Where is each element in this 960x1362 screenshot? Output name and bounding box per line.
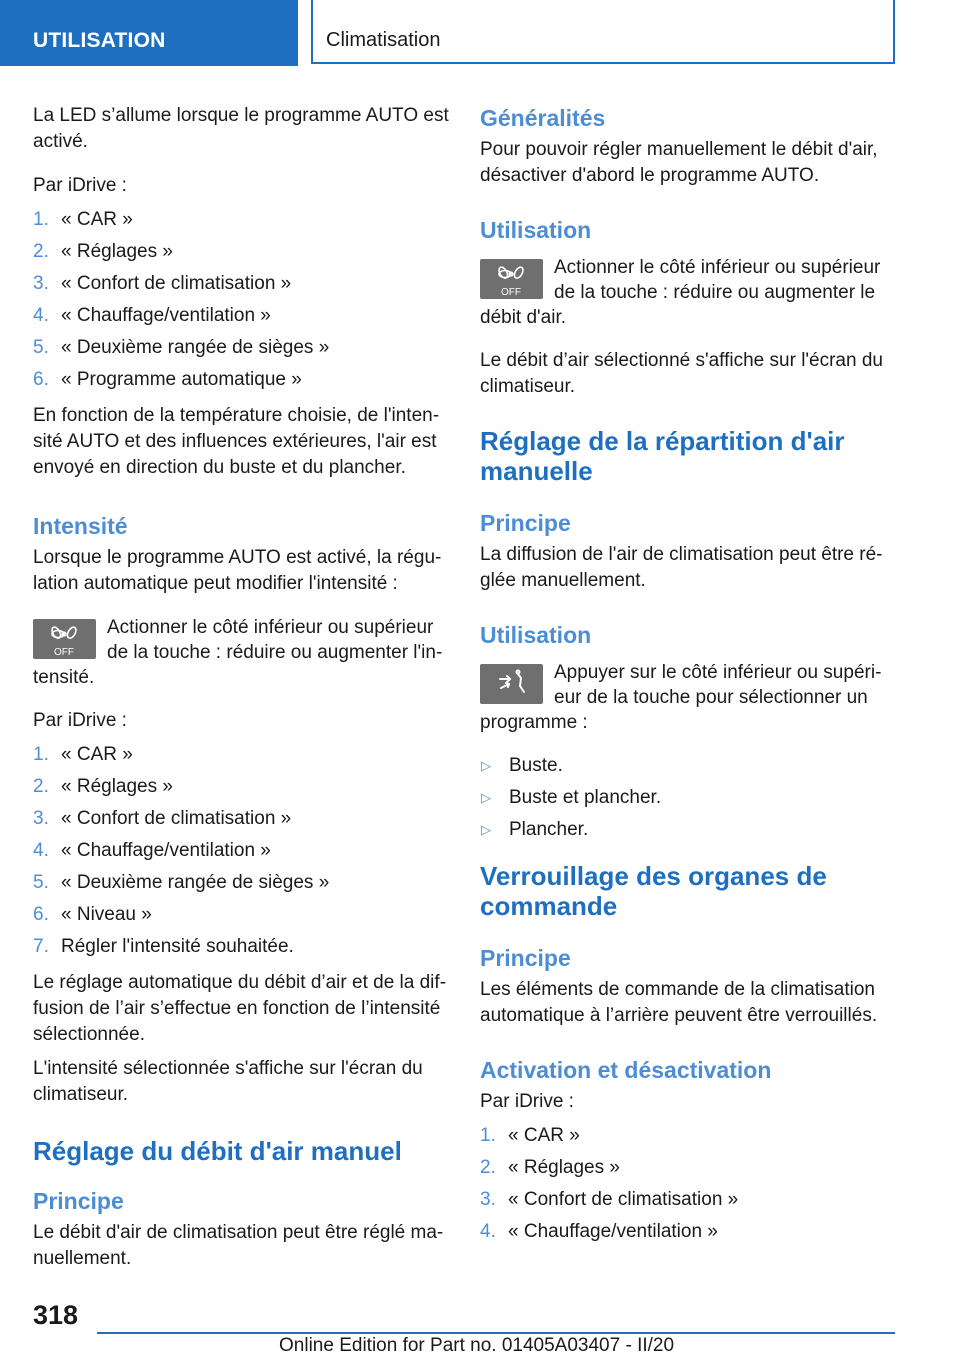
- paragraph: Le débit d'air de climatisation peut être réglé manuellement.: [33, 1222, 444, 1269]
- section-heading: Généralités: [480, 105, 606, 131]
- list-item: 6. « Niveau »: [33, 904, 152, 925]
- idrive-steps-list: [480, 1123, 894, 1251]
- program-bullet-list: [480, 753, 894, 849]
- list-item: ▷ Plancher.: [480, 817, 894, 849]
- list-item: ▷ Buste et plancher.: [480, 785, 894, 817]
- paragraph: Par iDrive :: [33, 175, 127, 196]
- list-item: ▷ Buste.: [480, 753, 894, 785]
- paragraph: Par iDrive :: [33, 710, 127, 731]
- section-heading: Principe: [33, 1188, 124, 1214]
- section-title: Verrouillage des organes de commande: [480, 861, 827, 921]
- section-heading: Principe: [480, 945, 571, 971]
- section-heading: Utilisation: [480, 217, 592, 243]
- list-item: 3. « Confort de climatisation »: [33, 273, 292, 294]
- paragraph: La LED s’allume lorsque le programme AUTO est activé.: [33, 105, 449, 152]
- paragraph: Lorsque le programme AUTO est activé, la régulation automatique peut modifier l'intensité :: [33, 547, 442, 594]
- chapter-title: Climatisation: [311, 0, 895, 64]
- list-item: 2. « Réglages »: [33, 241, 173, 262]
- paragraph: L'intensité sélectionnée s'affiche sur l'écran du climatiseur.: [33, 1058, 423, 1105]
- icon-paragraph: [33, 615, 451, 690]
- paragraph: Le débit d’air sélectionné s'affiche sur l'écran du climatiseur.: [480, 350, 883, 397]
- list-item: 4. « Chauffage/ventilation »: [33, 840, 271, 861]
- triangle-bullet-icon: ▷: [481, 790, 491, 805]
- list-item: 1. « CAR »: [33, 209, 133, 230]
- fan-off-button-icon: [480, 259, 543, 299]
- paragraph: Pour pouvoir régler manuellement le débit d'air, désactiver d'abord le programme AUTO.: [480, 139, 878, 186]
- icon-paragraph: [480, 660, 894, 735]
- section-heading: Intensité: [33, 513, 128, 539]
- svg-text:OFF: OFF: [501, 287, 521, 298]
- list-item: 1. « CAR »: [480, 1125, 580, 1146]
- section-heading: Activation et désactivation: [480, 1057, 772, 1083]
- page-number: 318: [33, 1300, 79, 1330]
- paragraph: La diffusion de l'air de climatisation peut être réglée manuellement.: [480, 544, 883, 591]
- footer-divider: [97, 1332, 895, 1334]
- air-distribution-button-icon: [480, 664, 543, 704]
- list-item: 4. « Chauffage/ventilation »: [480, 1221, 718, 1242]
- section-heading: Utilisation: [480, 622, 592, 648]
- edition-note: Online Edition for Part no. 01405A03407 - II/20: [279, 1335, 675, 1356]
- triangle-bullet-icon: ▷: [481, 758, 491, 773]
- icon-paragraph-text: Actionner le côté inférieur ou supérieur de la touche : réduire ou augmenter l'intensité.: [33, 617, 443, 688]
- list-item: 2. « Réglages »: [33, 776, 173, 797]
- section-heading: Principe: [480, 510, 571, 536]
- list-item: 5. « Deuxième rangée de sièges »: [33, 872, 330, 893]
- icon-paragraph-text: Appuyer sur le côté inférieur ou supérieur de la touche pour sélectionner un programme :: [480, 662, 882, 733]
- idrive-steps-list: [33, 207, 451, 399]
- paragraph: Le réglage automatique du débit d’air et de la diffusion de l’air s’effectue en fonction de l’intensité sélectionnée.: [33, 972, 447, 1045]
- list-item: 3. « Confort de climatisation »: [480, 1189, 739, 1210]
- section-tab: UTILISATION: [0, 0, 298, 66]
- section-title: Réglage du débit d'air manuel: [33, 1136, 402, 1166]
- triangle-bullet-icon: ▷: [481, 822, 491, 837]
- section-title: Réglage de la répartition d'air manuelle: [480, 426, 845, 486]
- right-column: [480, 103, 894, 1255]
- list-item: 7. Régler l'intensité souhaitée.: [33, 936, 294, 957]
- fan-off-button-icon: [33, 619, 96, 659]
- icon-paragraph: [480, 255, 894, 330]
- left-column: [33, 103, 451, 1290]
- list-item: 2. « Réglages »: [480, 1157, 620, 1178]
- paragraph: En fonction de la température choisie, de l'intensité AUTO et des influences extérieures, l'air est envoyé en direction du buste et du plancher.: [33, 405, 440, 478]
- list-item: 1. « CAR »: [33, 744, 133, 765]
- svg-text:OFF: OFF: [54, 647, 74, 658]
- list-item: 6. « Programme automatique »: [33, 369, 302, 390]
- paragraph: Les éléments de commande de la climatisation automatique à l’arrière peuvent être verrouillés.: [480, 979, 878, 1026]
- list-item: 4. « Chauffage/ventilation »: [33, 305, 271, 326]
- page-header: [0, 0, 960, 66]
- idrive-steps-list: [33, 742, 451, 966]
- list-item: 3. « Confort de climatisation »: [33, 808, 292, 829]
- paragraph: Par iDrive :: [480, 1091, 574, 1112]
- list-item: 5. « Deuxième rangée de sièges »: [33, 337, 330, 358]
- icon-paragraph-text: Actionner le côté inférieur ou supérieur de la touche : réduire ou augmenter le débit d'air.: [480, 257, 881, 328]
